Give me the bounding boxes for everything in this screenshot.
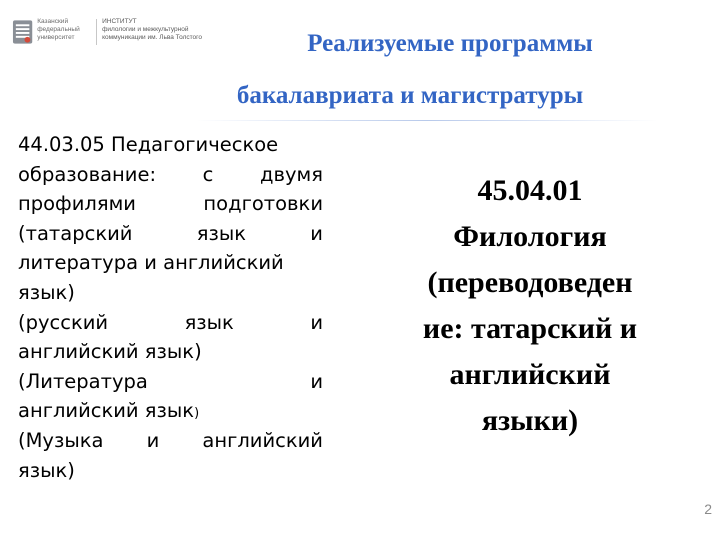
university-logo xyxy=(12,18,202,52)
university-name-line: федеральный xyxy=(37,26,80,33)
program-word: английский язык xyxy=(18,399,195,423)
logo-divider xyxy=(96,19,97,45)
program-line xyxy=(18,160,323,190)
program-line xyxy=(18,219,323,249)
program-word: и xyxy=(146,428,160,452)
institute-name xyxy=(102,18,202,42)
master-program-line: ие: татарский и xyxy=(422,312,638,345)
program-word: язык xyxy=(184,310,234,334)
program-word: (Литература xyxy=(18,369,148,393)
program-word: язык xyxy=(196,221,247,245)
institute-name-line: филологии и межкультурной xyxy=(102,26,189,33)
master-program-line: (переводоведен xyxy=(427,266,633,299)
program-word: ) xyxy=(194,406,200,422)
program-word: и xyxy=(310,310,323,334)
program-line: язык) xyxy=(18,458,75,482)
master-program-line: 45.04.01 xyxy=(477,174,583,207)
slide-title-line-2: бакалавриата и магистратуры xyxy=(236,82,584,109)
master-program-line: английский xyxy=(449,358,611,391)
kfu-emblem-icon xyxy=(12,18,33,46)
program-line xyxy=(18,367,323,397)
program-line xyxy=(18,189,323,219)
bachelor-program-text xyxy=(18,130,323,485)
master-program-text xyxy=(372,168,688,444)
program-word: и xyxy=(310,369,323,393)
program-word: профилями xyxy=(18,192,136,216)
institute-name-line: ИНСТИТУТ xyxy=(102,18,137,25)
program-line xyxy=(18,426,323,456)
title-underline xyxy=(196,120,658,121)
program-line: литература и английский xyxy=(18,251,284,275)
program-word: (татарский xyxy=(18,221,133,245)
program-word: двумя xyxy=(260,162,323,186)
program-word: с xyxy=(202,162,214,186)
university-name-line: Казанский xyxy=(37,18,69,25)
master-program-line: Филология xyxy=(453,220,607,253)
program-word: образование: xyxy=(18,162,157,186)
program-line xyxy=(18,308,323,338)
program-line: 44.03.05 Педагогическое xyxy=(18,133,279,156)
program-word: и xyxy=(310,221,323,245)
page-number: 2 xyxy=(704,501,712,517)
master-program-line: языки) xyxy=(481,404,579,437)
program-line: английский язык) xyxy=(18,340,202,364)
program-word: (русский xyxy=(18,310,109,334)
program-word: английский xyxy=(202,428,323,452)
university-name xyxy=(37,18,93,42)
program-line xyxy=(18,396,323,426)
program-line: язык) xyxy=(18,280,75,304)
program-word: подготовки xyxy=(203,192,323,216)
institute-name-line: коммуникации им. Льва Толстого xyxy=(102,34,202,41)
university-name-line: университет xyxy=(37,34,75,41)
program-word: (Музыка xyxy=(18,428,104,452)
slide-title-line-1: Реализуемые программы xyxy=(307,30,593,57)
